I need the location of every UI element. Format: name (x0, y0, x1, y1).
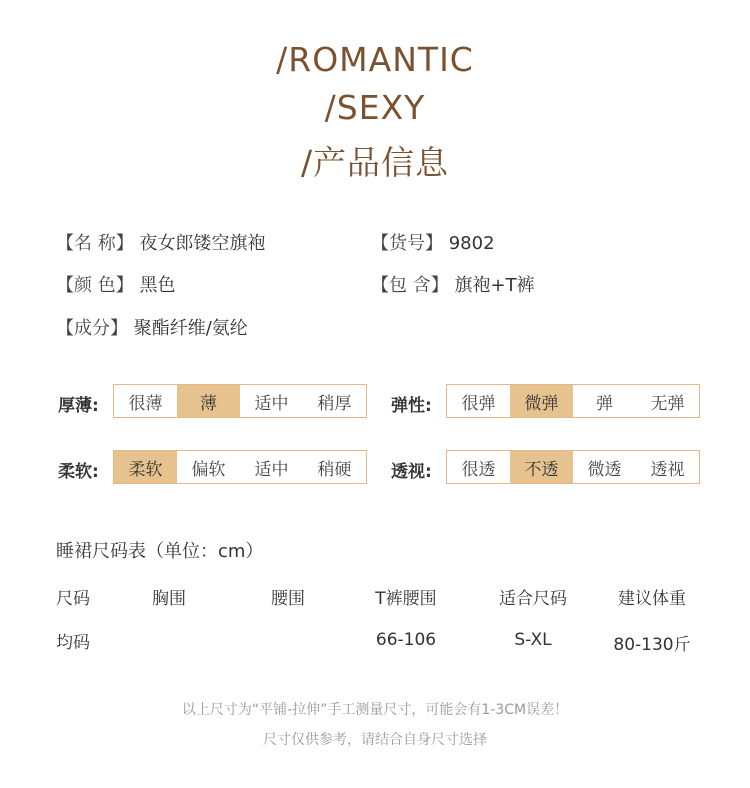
info-sku-value: 9802 (448, 233, 495, 254)
info-color (56, 271, 175, 297)
info-name-value: 夜女郎镂空旗袍 (139, 233, 266, 254)
info-color-value: 黑色 (139, 275, 176, 296)
scale-option: 适中 (254, 393, 289, 414)
reference-note: 尺寸仅供参考，请结合自身尺寸选择 (263, 732, 487, 748)
info-name-label: 【名 称】 (56, 233, 134, 254)
size-table-header: T裤腰围 (375, 589, 437, 609)
scale-thickness-label: 厚薄: (58, 396, 99, 416)
scale-option: 弹 (596, 393, 613, 414)
scale-thickness (113, 384, 367, 418)
scale-option: 稍厚 (317, 393, 352, 414)
scale-option: 偏软 (191, 459, 226, 480)
scale-option: 适中 (254, 459, 289, 480)
scale-option-selected: 微弹 (510, 385, 573, 417)
scale-transparency-label: 透视: (391, 462, 432, 482)
size-table-header: 尺码 (56, 589, 90, 609)
size-table-title: 睡裙尺码表（单位：cm） (56, 541, 264, 562)
scale-option: 很透 (461, 459, 496, 480)
info-sku (371, 229, 495, 255)
scale-elasticity-label: 弹性: (391, 396, 432, 416)
measurement-note: 以上尺寸为“平铺-拉伸”手工测量尺寸，可能会有1-3CM误差！ (181, 702, 569, 718)
title-romantic: /ROMANTIC (276, 40, 474, 79)
scale-transparency (446, 450, 700, 484)
scale-option: 透视 (650, 459, 685, 480)
scale-softness (113, 450, 367, 484)
scale-option: 稍硬 (317, 459, 352, 480)
scale-option: 很弹 (461, 393, 496, 414)
size-table-header: 腰围 (271, 589, 305, 609)
size-table-cell: S-XL (514, 630, 552, 650)
size-table-cell: 均码 (56, 633, 90, 653)
info-sku-label: 【货号】 (371, 233, 443, 254)
size-table-header: 胸围 (152, 589, 186, 609)
info-includes-label: 【包 含】 (371, 275, 449, 296)
title-sexy: /SEXY (324, 88, 426, 127)
info-color-label: 【颜 色】 (56, 275, 134, 296)
size-table-cell: 66-106 (375, 630, 437, 650)
scale-elasticity (446, 384, 700, 418)
title-product-info: /产品信息 (300, 143, 450, 182)
size-table-header: 适合尺码 (499, 589, 567, 609)
info-name (56, 229, 265, 255)
info-includes-value: 旗袍+T裤 (454, 275, 535, 296)
size-table-header: 建议体重 (618, 589, 686, 609)
scale-option: 微透 (587, 459, 622, 480)
scale-option-selected: 不透 (510, 451, 573, 483)
info-material (56, 314, 248, 340)
size-table-cell: 80-130斤 (613, 635, 691, 655)
scale-option: 很薄 (128, 393, 163, 414)
scale-option: 无弹 (650, 393, 685, 414)
info-material-value: 聚酯纤维/氨纶 (133, 318, 248, 339)
scale-option-selected: 柔软 (114, 451, 177, 483)
scale-option-selected: 薄 (177, 385, 240, 417)
info-material-label: 【成分】 (56, 318, 128, 339)
scale-softness-label: 柔软: (58, 462, 99, 482)
info-includes (371, 271, 535, 297)
